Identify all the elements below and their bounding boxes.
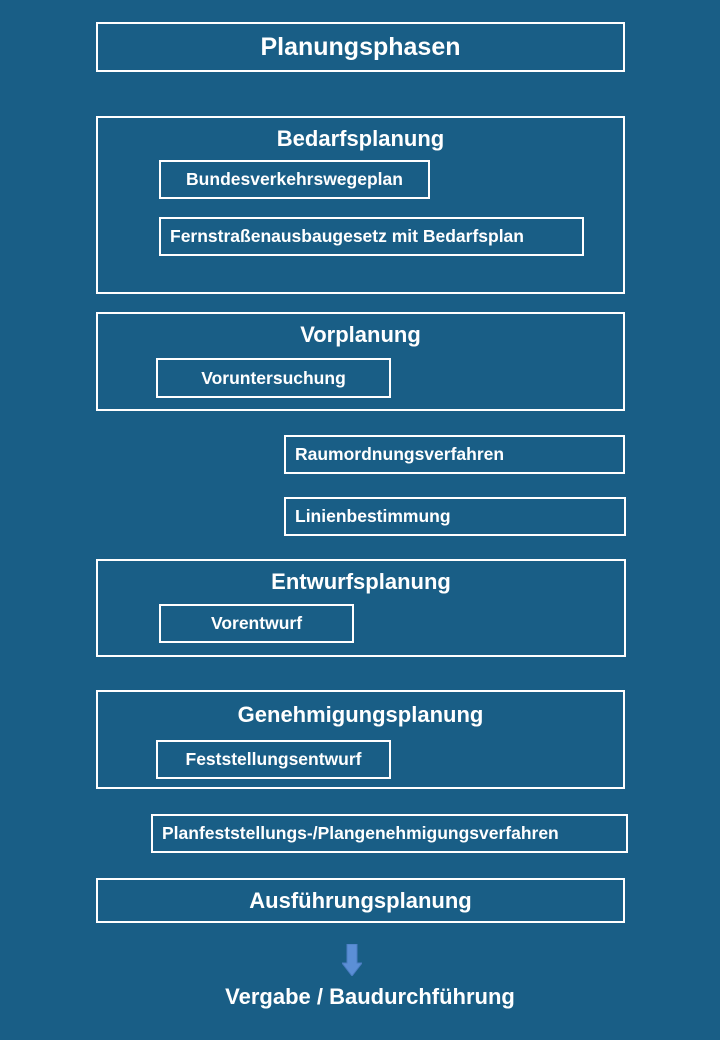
diagram-title-box: [96, 22, 625, 72]
final-step-label: Vergabe / Baudurchführung: [225, 984, 515, 1009]
phase-title-ausfuehrungsplanung: Ausführungsplanung: [249, 887, 472, 913]
item-fernstrassenausbaugesetz: Fernstraßenausbaugesetz mit Bedarfsplan: [159, 217, 584, 256]
down-arrow-icon: [342, 944, 362, 976]
phase-title-genehmigungsplanung: Genehmigungsplanung: [237, 702, 484, 727]
phase-title-bedarfsplanung: Bedarfsplanung: [276, 126, 445, 151]
diagram-title: Planungsphasen: [260, 32, 461, 61]
item-vorentwurf: Vorentwurf: [159, 604, 354, 643]
item-voruntersuchung: Voruntersuchung: [156, 358, 391, 398]
item-feststellungsentwurf: Feststellungsentwurf: [156, 740, 391, 779]
phase-ausfuehrungsplanung: [96, 878, 625, 923]
phase-bedarfsplanung: [96, 116, 625, 294]
item-planfeststellungsverfahren: Planfeststellungs-/Plangenehmigungsverfahren: [151, 814, 628, 853]
item-bundesverkehrswegeplan: Bundesverkehrswegeplan: [159, 160, 430, 199]
item-raumordnungsverfahren: Raumordnungsverfahren: [284, 435, 625, 474]
item-linienbestimmung: Linienbestimmung: [284, 497, 626, 536]
phase-title-entwurfsplanung: Entwurfsplanung: [271, 569, 451, 594]
phase-title-vorplanung: Vorplanung: [300, 322, 421, 347]
